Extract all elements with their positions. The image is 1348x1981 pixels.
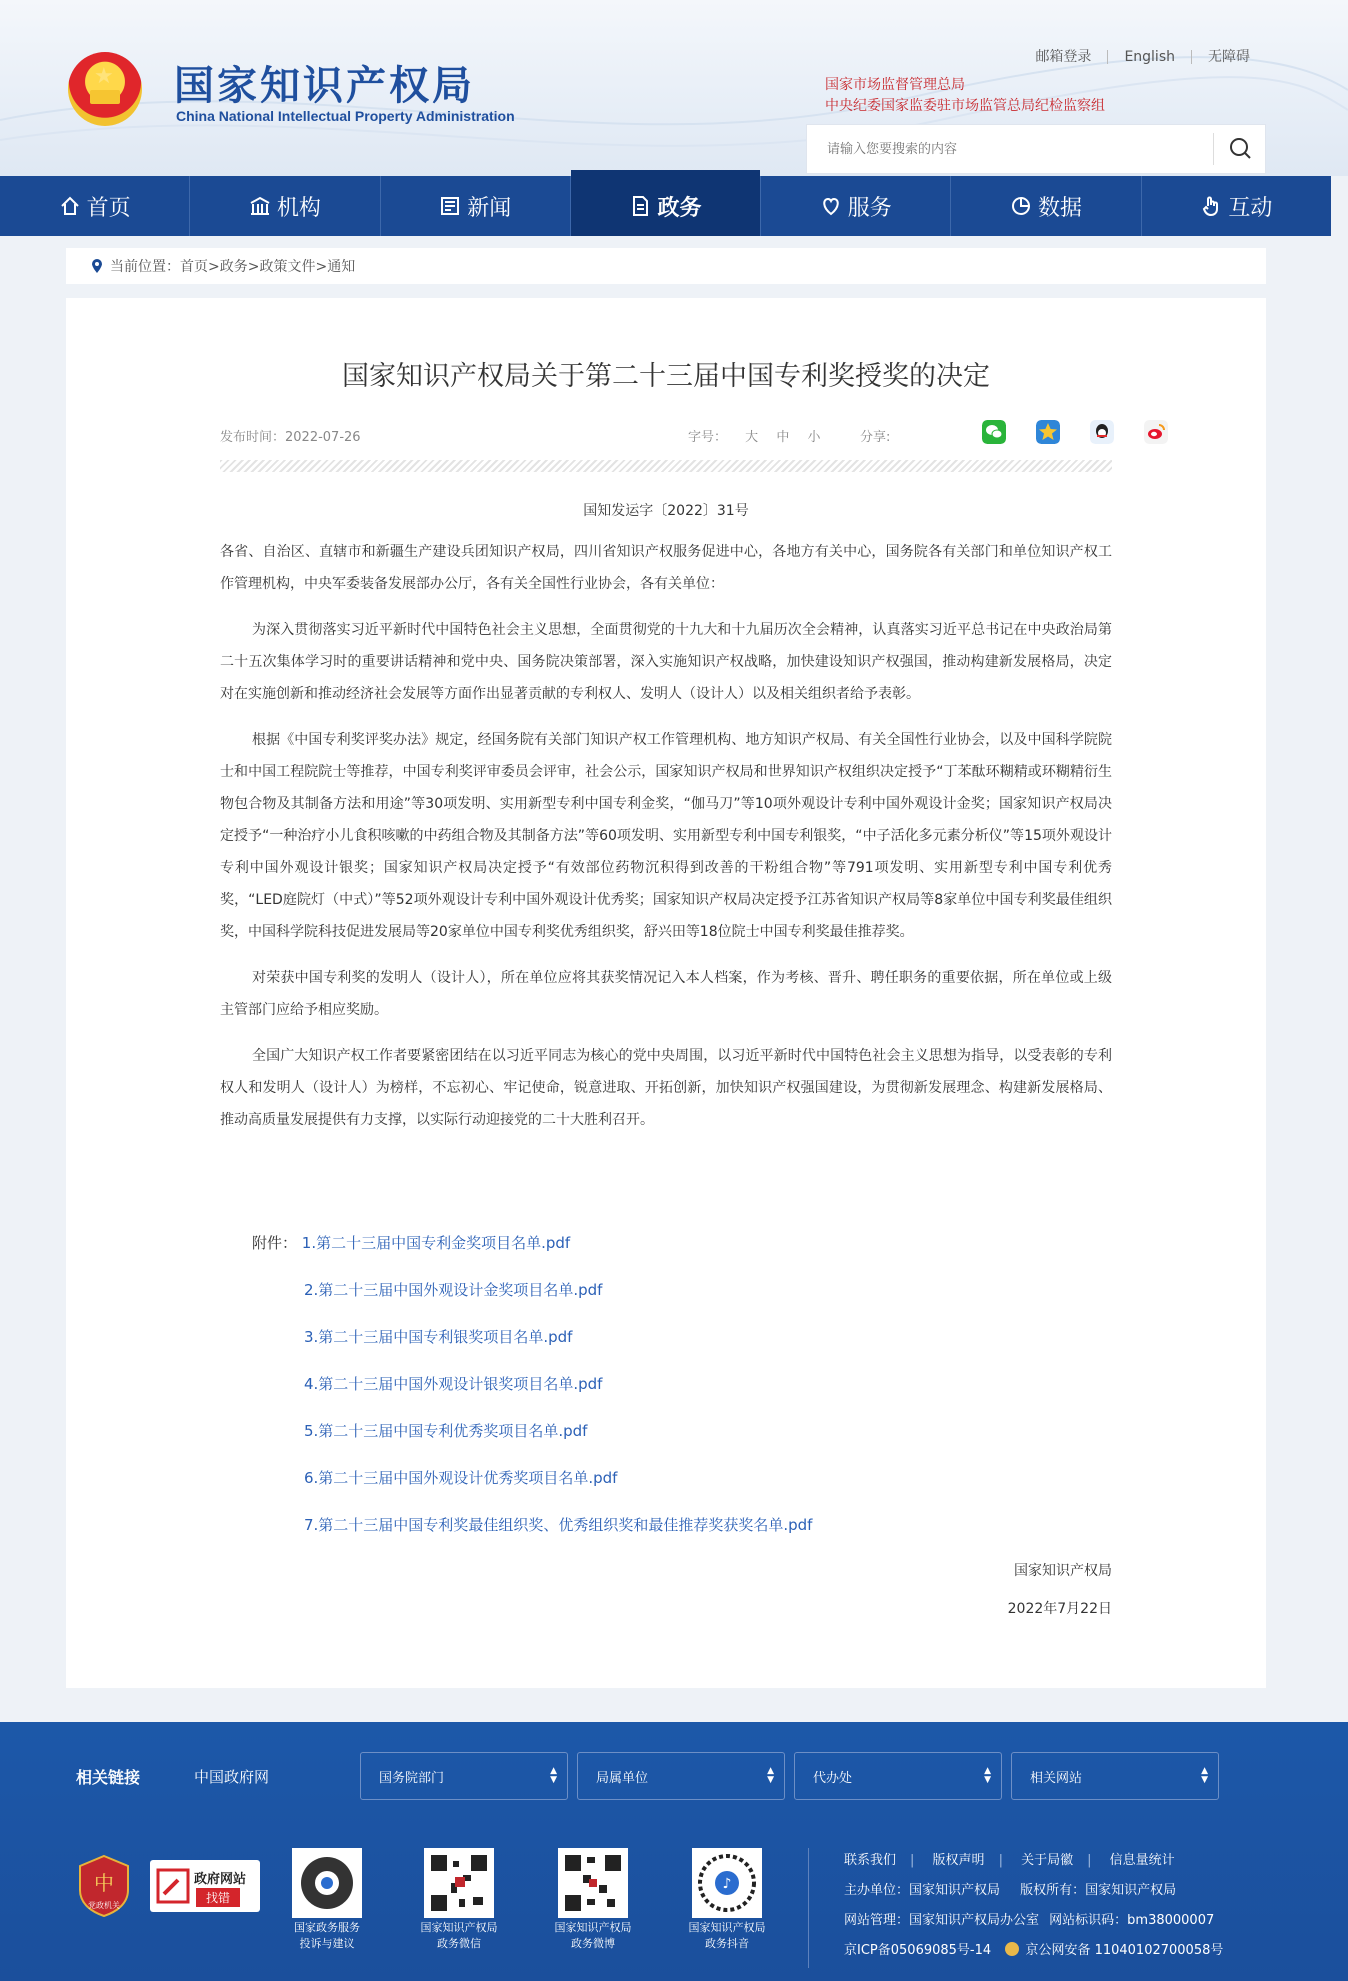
mail-login-link[interactable]: 邮箱登录	[1035, 49, 1092, 65]
national-emblem-logo[interactable]: ★	[68, 52, 142, 126]
related-links	[76, 1752, 1228, 1800]
error-check-icon	[156, 1868, 190, 1904]
site-subtitle: China National Intellectual Property Administration	[176, 108, 515, 124]
qr-code-icon	[429, 1853, 489, 1913]
qr-caption-line: 国家知识产权局	[420, 1921, 498, 1934]
share-label: 分享:	[860, 430, 891, 445]
updown-arrow-icon: ▲ ▼	[1201, 1766, 1208, 1785]
font-size-large[interactable]: 大	[745, 430, 759, 445]
qr-code-icon	[563, 1853, 623, 1913]
nav-interaction[interactable]	[1142, 176, 1331, 236]
attachment-link-4[interactable]: 4.第二十三届中国外观设计银奖项目名单.pdf	[304, 1375, 603, 1393]
gov-cn-link[interactable]: 中国政府网	[194, 1767, 270, 1786]
copyright-text: 版权所有：国家知识产权局	[1020, 1883, 1177, 1898]
select-related-sites[interactable]	[1011, 1752, 1219, 1800]
party-government-badge[interactable]	[76, 1854, 132, 1918]
contact-us-link[interactable]: 联系我们	[844, 1853, 897, 1868]
qr-wechat	[424, 1848, 494, 1918]
select-state-council-value: 国务院部门	[379, 1770, 445, 1786]
breadcrumb-path[interactable]: 首页>政务>政策文件>通知	[180, 259, 356, 275]
main-nav	[0, 176, 1331, 236]
svg-text:中: 中	[94, 1871, 114, 1895]
updown-arrow-icon: ▲ ▼	[984, 1766, 991, 1785]
footer-info-links: 联系我们 | 版权声明 | 关于局徽 | 信息量统计	[844, 1853, 1175, 1868]
nav-data[interactable]	[951, 176, 1141, 236]
gov-site-error-title: 政府网站	[194, 1872, 247, 1887]
nav-services-label: 服务	[847, 195, 892, 221]
font-size-small[interactable]: 小	[807, 430, 821, 445]
qr-caption-line: 国家知识产权局	[688, 1921, 766, 1934]
attachment-link-3[interactable]: 3.第二十三届中国专利银奖项目名单.pdf	[304, 1328, 573, 1346]
article-meta	[220, 420, 1112, 450]
about-emblem-link[interactable]: 关于局徽	[1021, 1853, 1074, 1868]
attachment-link-5[interactable]: 5.第二十三届中国专利优秀奖项目名单.pdf	[304, 1422, 588, 1440]
select-related-sites-value: 相关网站	[1030, 1770, 1083, 1786]
qr-weibo	[558, 1848, 628, 1918]
chart-icon	[1010, 195, 1032, 217]
building-icon	[249, 195, 271, 217]
service-icon	[820, 195, 842, 217]
samr-link[interactable]: 国家市场监督管理总局	[825, 77, 965, 93]
signature-date: 2022年7月22日	[1007, 1601, 1112, 1617]
qr-caption-line: 国家政务服务	[294, 1921, 360, 1934]
footer-info	[844, 1846, 1223, 1966]
attachment-link-7[interactable]: 7.第二十三届中国专利奖最佳组织奖、优秀组织奖和最佳推荐奖获奖名单.pdf	[304, 1516, 813, 1534]
title-divider	[220, 460, 1112, 472]
location-pin-icon	[90, 258, 104, 274]
party-government-badge-label: 党政机关	[88, 1901, 120, 1910]
hand-icon	[1200, 195, 1222, 217]
sponsor-text: 主办单位：国家知识产权局	[844, 1883, 1001, 1898]
weibo-icon[interactable]	[1144, 420, 1168, 444]
nav-institutions[interactable]	[190, 176, 380, 236]
statistics-link[interactable]: 信息量统计	[1109, 1853, 1175, 1868]
article-title: 国家知识产权局关于第二十三届中国专利奖授奖的决定	[342, 361, 990, 392]
footer-divider	[808, 1848, 809, 1968]
qzone-icon[interactable]	[1036, 420, 1060, 444]
body-paragraph: 根据《中国专利奖评奖办法》规定，经国务院有关部门知识产权工作管理机构、地方知识产权局、有关全国性行业协会，以及中国科学院院士和中国工程院院士等推荐，中国专利奖评审委员会评审，社会公示，国家知识产权局和世界知识产权组织决定授予“丁苯酞环糊精或环糊精衍生物包合物及其制备方法和用途”等30项发明、实用新型专利中国专利金奖，“伽马刀”等10项外观设计专利中国外观设计金奖；国家知识产权局决定授予“一种治疗小儿食积咳嗽的中药组合物及其制备方法”等60项发明、实用新型专利中国专利银奖，“中子活化多元素分析仪”等15项外观设计专利中国外观设计银奖；国家知识产权局决定授予“有效部位药物沉积得到改善的干粉组合物”等791项发明、实用新型专利中国专利优秀奖，“LED庭院灯（中式）”等52项外观设计专利中国外观设计优秀奖；国家知识产权局决定授予江苏省知识产权局等8家单位中国专利奖最佳组织奖，中国科学院科技促进发展局等20家单位中国专利奖优秀组织奖，舒兴田等18位院士中国专利奖最佳推荐奖。	[220, 732, 1112, 940]
select-bureau-units[interactable]	[577, 1752, 785, 1800]
english-link[interactable]: English	[1107, 50, 1191, 64]
top-links	[1019, 50, 1266, 64]
select-state-council[interactable]	[360, 1752, 568, 1800]
attachment-link-1[interactable]: 1.第二十三届中国专利金奖项目名单.pdf	[301, 1234, 571, 1252]
site-footer	[0, 1722, 1348, 1981]
related-links-heading: 相关链接	[76, 1767, 141, 1787]
updown-arrow-icon: ▲ ▼	[767, 1766, 774, 1785]
qq-icon[interactable]	[1090, 420, 1114, 444]
copyright-notice-link[interactable]: 版权声明	[932, 1853, 985, 1868]
search-button[interactable]	[1213, 133, 1265, 165]
qr-code-icon	[697, 1853, 757, 1913]
attachment-link-2[interactable]: 2.第二十三届中国外观设计金奖项目名单.pdf	[304, 1281, 603, 1299]
report-error-button[interactable]: 找错	[196, 1888, 240, 1907]
body-paragraph: 为深入贯彻落实习近平新时代中国特色社会主义思想，全面贯彻党的十九大和十九届历次全会精神，认真落实习近平总书记在中央政治局第二十五次集体学习时的重要讲话精神和党中央、国务院决策部署，深入实施知识产权战略，加快建设知识产权强国，推动构建新发展格局，决定对在实施创新和推动经济社会发展等方面作出显著贡献的专利权人、发明人（设计人）以及相关组织者给予表彰。	[220, 622, 1112, 702]
font-size-controls	[688, 426, 820, 445]
document-number: 国知发运字〔2022〕31号	[583, 503, 749, 519]
article-body	[220, 536, 1112, 1150]
document-icon	[629, 195, 651, 217]
breadcrumb	[66, 248, 1266, 284]
police-record-link[interactable]: 京公网安备 11040102700058号	[1025, 1943, 1224, 1958]
signature: 国家知识产权局	[1014, 1563, 1112, 1579]
font-size-medium[interactable]: 中	[776, 430, 790, 445]
qr-code-icon	[297, 1853, 357, 1913]
addressee-paragraph: 各省、自治区、直辖市和新疆生产建设兵团知识产权局，四川省知识产权服务促进中心，各地方有关中心，国务院各有关部门和单位知识产权工作管理机构，中央军委装备发展部办公厅，各有关全国性行业协会，各有关单位：	[220, 544, 1112, 592]
body-paragraph: 对荣获中国专利奖的发明人（设计人），所在单位应将其获奖情况记入本人档案，作为考核、晋升、聘任职务的重要依据，所在单位或上级主管部门应给予相应奖励。	[220, 970, 1112, 1018]
qr-weibo-caption	[533, 1920, 653, 1952]
breadcrumb-prefix: 当前位置：	[110, 259, 180, 275]
attachments	[252, 1220, 812, 1549]
search-box	[806, 124, 1266, 174]
site-title[interactable]: 国家知识产权局	[174, 62, 475, 109]
nav-interaction-label: 互动	[1228, 195, 1273, 221]
nav-news[interactable]	[381, 176, 571, 236]
footer-line-icp	[844, 1936, 1223, 1966]
site-header	[0, 0, 1348, 176]
nav-government-affairs-label: 政务	[657, 195, 702, 221]
attachment-link-6[interactable]: 6.第二十三届中国外观设计优秀奖项目名单.pdf	[304, 1469, 618, 1487]
home-icon	[59, 195, 81, 217]
nav-government-affairs[interactable]	[571, 176, 761, 236]
police-badge-icon	[1005, 1942, 1019, 1956]
nav-services[interactable]	[761, 176, 951, 236]
qr-caption-line: 政务微信	[437, 1937, 481, 1950]
wechat-icon[interactable]	[982, 420, 1006, 444]
nav-home-label: 首页	[86, 195, 131, 221]
qr-caption-line: 政务抖音	[705, 1937, 749, 1950]
body-paragraph: 全国广大知识产权工作者要紧密团结在以习近平同志为核心的党中央周围，以习近平新时代中国特色社会主义思想为指导，以受表彰的专利权人和发明人（设计人）为榜样，不忘初心、牢记使命，锐意进取、开拓创新，加快知识产权强国建设，为贯彻新发展理念、构建新发展格局、推动高质量发展提供有力支撑，以实际行动迎接党的二十大胜利召开。	[220, 1048, 1112, 1128]
footer-line-manager	[844, 1906, 1223, 1936]
icp-link[interactable]: 京ICP备05069085号-14	[844, 1943, 992, 1958]
gov-site-error-badge[interactable]	[150, 1860, 260, 1912]
search-input[interactable]	[807, 125, 1207, 173]
font-size-label: 字号：	[688, 430, 728, 445]
select-bureau-units-value: 局属单位	[596, 1770, 649, 1786]
publish-date: 发布时间：2022-07-26	[220, 430, 361, 445]
select-agency-offices[interactable]	[794, 1752, 1002, 1800]
manager-text: 网站管理：国家知识产权局办公室	[844, 1913, 1040, 1928]
footer-line-sponsor	[844, 1876, 1223, 1906]
select-agency-offices-value: 代办处	[813, 1770, 853, 1786]
qr-douyin-caption	[667, 1920, 787, 1952]
qr-gov-service-caption	[267, 1920, 387, 1952]
article-card	[66, 298, 1266, 1688]
qr-caption-line: 国家知识产权局	[554, 1921, 632, 1934]
nav-institutions-label: 机构	[276, 195, 321, 221]
qr-wechat-caption	[399, 1920, 519, 1952]
qr-gov-service	[292, 1848, 362, 1918]
nav-news-label: 新闻	[467, 195, 512, 221]
nav-home[interactable]	[0, 176, 190, 236]
qr-caption-line: 政务微博	[571, 1937, 615, 1950]
attachment-label: 附件：	[252, 1234, 298, 1252]
qr-douyin	[692, 1848, 762, 1918]
nav-data-label: 数据	[1038, 195, 1083, 221]
discipline-inspection-link[interactable]: 中央纪委国家监委驻市场监管总局纪检监察组	[825, 98, 1105, 114]
site-id-text: 网站标识码：bm38000007	[1049, 1913, 1215, 1928]
search-icon	[1214, 133, 1266, 165]
qr-caption-line: 投诉与建议	[299, 1937, 355, 1950]
news-icon	[439, 195, 461, 217]
accessibility-link[interactable]: 无障碍	[1191, 50, 1266, 64]
svg-text:♪: ♪	[722, 1876, 732, 1892]
updown-arrow-icon: ▲ ▼	[550, 1766, 557, 1785]
